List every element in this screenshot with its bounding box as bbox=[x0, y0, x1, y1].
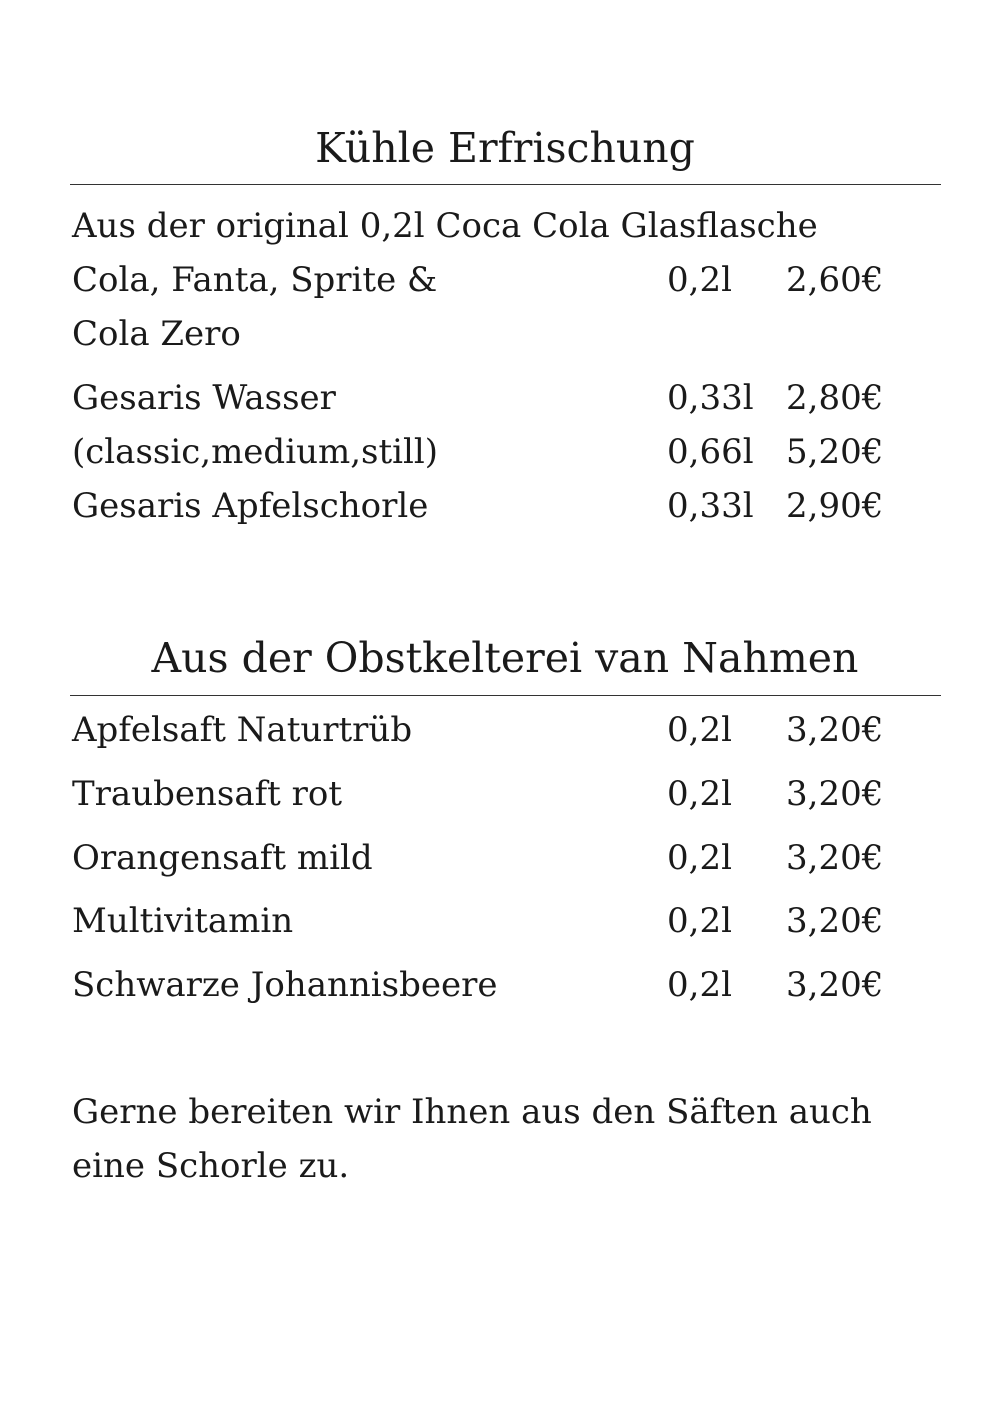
section-divider bbox=[70, 184, 941, 185]
item-price: 3,20€ bbox=[786, 901, 884, 941]
item-name-apple-spritzer: Gesaris Apfelschorle bbox=[72, 486, 429, 526]
item-price: 3,20€ bbox=[786, 838, 884, 878]
item-price: 3,20€ bbox=[786, 710, 884, 750]
section-divider bbox=[70, 695, 941, 696]
section-title-juices: Aus der Obstkelterei van Nahmen bbox=[151, 634, 859, 682]
section-subtitle: Aus der original 0,2l Coca Cola Glasflasche bbox=[72, 206, 818, 246]
item-name-juice: Multivitamin bbox=[72, 901, 294, 941]
item-price: 3,20€ bbox=[786, 965, 884, 1005]
item-name-juice: Traubensaft rot bbox=[72, 774, 343, 814]
section-title-cold-drinks: Kühle Erfrischung bbox=[315, 124, 695, 172]
item-name-cola: Cola, Fanta, Sprite & bbox=[72, 260, 438, 300]
item-volume: 0,2l bbox=[667, 710, 732, 750]
footer-note-line2: eine Schorle zu. bbox=[72, 1146, 350, 1186]
item-price: 2,90€ bbox=[786, 486, 884, 526]
item-name-juice: Apfelsaft Naturtrüb bbox=[72, 710, 413, 750]
item-volume: 0,33l bbox=[667, 378, 754, 418]
item-name-cola-cont: Cola Zero bbox=[72, 314, 241, 354]
item-name-water-variants: (classic,medium,still) bbox=[72, 432, 439, 472]
item-volume: 0,33l bbox=[667, 486, 754, 526]
footer-note-line1: Gerne bereiten wir Ihnen aus den Säften auch bbox=[72, 1092, 872, 1132]
item-price: 2,80€ bbox=[786, 378, 884, 418]
item-name-juice: Orangensaft mild bbox=[72, 838, 373, 878]
item-name-water: Gesaris Wasser bbox=[72, 378, 336, 418]
item-volume: 0,2l bbox=[667, 774, 732, 814]
item-name-juice: Schwarze Johannisbeere bbox=[72, 965, 498, 1005]
item-volume: 0,66l bbox=[667, 432, 754, 472]
item-volume: 0,2l bbox=[667, 901, 732, 941]
item-price: 3,20€ bbox=[786, 774, 884, 814]
item-price: 5,20€ bbox=[786, 432, 884, 472]
item-price: 2,60€ bbox=[786, 260, 884, 300]
item-volume: 0,2l bbox=[667, 838, 732, 878]
item-volume: 0,2l bbox=[667, 965, 732, 1005]
item-volume: 0,2l bbox=[667, 260, 732, 300]
